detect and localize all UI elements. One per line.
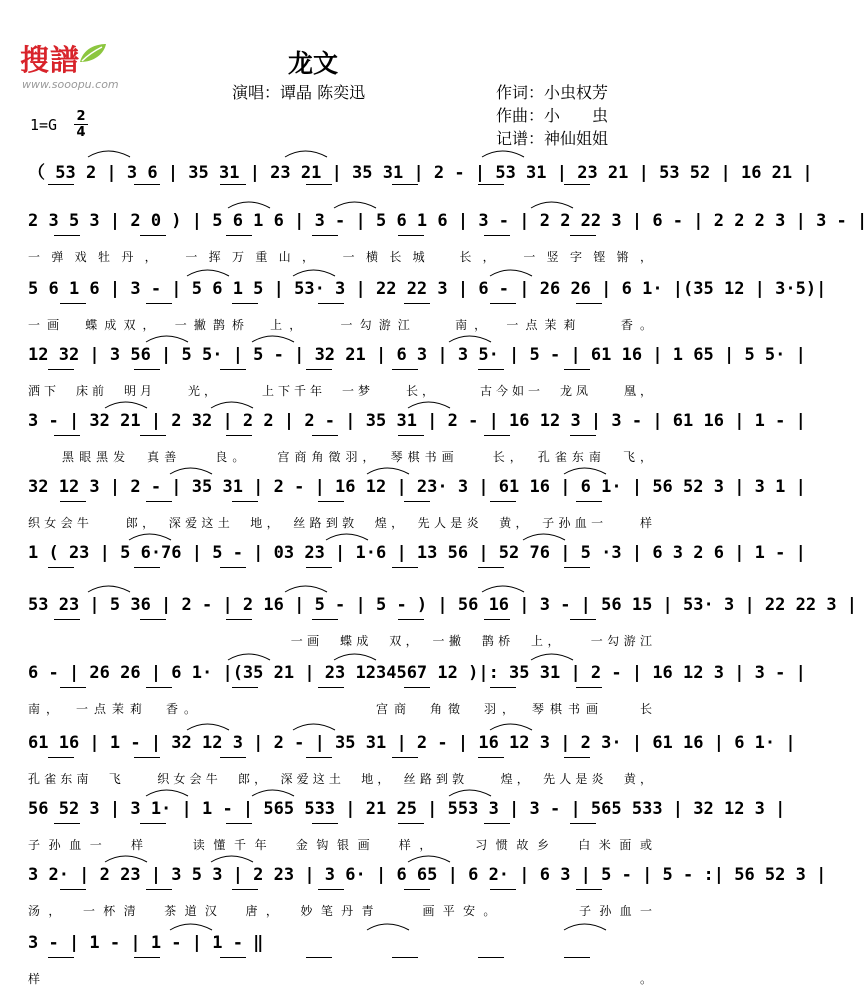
notes-line: 12 32 | 3 56 | 5 5· | 5 - | 32 21 | 6 3 | 3 5· | 5 - | 61 16 | 1 65 | 5 5· | [28,345,806,365]
rhythm-underlines [28,888,652,896]
song-title: 龙文 [288,49,339,78]
rhythm-underlines [28,822,652,830]
lyrics-line: 南， 一点茉莉 香。 宫商 角徵 羽， 琴棋书画 长 [28,702,652,716]
lyrics-line: 洒下 床前 明月 光， 上下千年 一梦 长， 古今如一 龙凤 凰， [28,384,652,398]
time-sig-top: 2 [76,109,86,124]
singers: 演唱：谭晶 陈奕迅 [232,83,366,102]
rhythm-underlines [28,956,652,964]
lyricist: 作词：小虫权芳 [496,83,609,102]
notes-line: 1 ( 23 | 5 6·76 | 5 - | 03 23 | 1·6 | 13 56 | 52 76 | 5 ·3 | 6 3 2 6 | 1 - | [28,543,806,563]
lyrics-line: 一画 蝶成 双， 一撇 鹊桥 上， 一勾游江 [28,634,652,648]
notes-line: 2 3 5 3 | 2 0 ) | 5 6 1 6 | 3 - | 5 6 1 6 | 3 - | 2 2 22 3 | 6 - | 2 2 2 3 | 3 - | [28,211,867,231]
logo-url: www.sooopu.com [22,78,119,91]
notes-line: 6 - | 26 26 | 6 1· |(35 21 | 23 1234567 12 )|: 35 31 | 2 - | 16 12 3 | 3 - | [28,663,806,683]
rhythm-underlines [28,183,652,191]
transcriber: 记谱：神仙姐姐 [496,129,609,148]
notes-line: 5 6 1 6 | 3 - | 5 6 1 5 | 53· 3 | 22 22 3 | 6 - | 26 26 | 6 1· |(35 12 | 3·5)| [28,279,827,299]
rhythm-underlines [28,686,652,694]
key-signature: 1=G [30,116,58,134]
rhythm-underlines [28,302,652,310]
notes-line: 56 52 3 | 3 1· | 1 - | 565 533 | 21 25 | 553 3 | 3 - | 565 533 | 32 12 3 | [28,799,786,819]
rhythm-underlines [28,234,652,242]
rhythm-underlines [28,756,652,764]
notes-line: 3 - | 32 21 | 2 32 | 2 2 | 2 - | 35 31 | 2 - | 16 12 3 | 3 - | 61 16 | 1 - | [28,411,806,431]
time-signature [74,110,88,139]
logo-brand-text: 搜譜 [20,43,81,77]
lyrics-line: 一画 蝶成双， 一撇鹊桥 上， 一勾游江 南， 一点茉莉 香。 [28,318,652,332]
notes-line: 61 16 | 1 - | 32 12 3 | 2 - | 35 31 | 2 - | 16 12 3 | 2 3· | 61 16 | 6 1· | [28,733,796,753]
lyrics-line: 黑眼黑发 真善 良。 宫商角徵羽， 琴棋书画 长， 孔雀东南 飞， [28,450,652,464]
rhythm-underlines [28,566,652,574]
notes-line: 3 - | 1 - | 1 - | 1 - ‖ [28,933,264,953]
lyrics-line: 孔雀东南 飞 织女会牛 郎， 深爱这土 地， 丝路到敦 煌， 先人是炎 黄， [28,772,652,786]
lyrics-line: 样。 [28,972,652,986]
lyrics-line: 一弹戏牡丹， 一挥万重山， 一横长城 长， 一竖字铿锵， [28,250,652,264]
rhythm-underlines [28,368,652,376]
lyrics-line: 子孙血一 样 读懂千年 金钩银画 样， 习惯故乡 白米面或 [28,838,652,852]
rhythm-underlines [28,434,652,442]
notes-line: 3 2· | 2 23 | 3 5 3 | 2 23 | 3 6· | 6 65 | 6 2· | 6 3 | 5 - | 5 - :| 56 52 3 | [28,865,827,885]
leaf-icon [78,42,108,64]
lyrics-line: 汤， 一杯清 茶道汉 唐， 妙笔丹青 画平安。 子孙血一 [28,904,652,918]
notes-line: （ 53 2 | 3 6 | 35 31 | 23 21 | 35 31 | 2 - | 53 31 | 23 21 | 53 52 | 16 21 | [28,162,813,183]
composer: 作曲：小 虫 [496,106,609,125]
lyrics-line: 织女会牛 郎， 深爱这土 地， 丝路到敦 煌， 先人是炎 黄， 子孙血一 样 [28,516,652,530]
time-sig-bottom: 4 [76,125,86,140]
notes-line: 32 12 3 | 2 - | 35 31 | 2 - | 16 12 | 23· 3 | 61 16 | 6 1· | 56 52 3 | 3 1 | [28,477,806,497]
rhythm-underlines [28,618,652,626]
site-logo [20,38,170,98]
rhythm-underlines [28,500,652,508]
notes-line: 53 23 | 5 36 | 2 - | 2 16 | 5 - | 5 - ) | 56 16 | 3 - | 56 15 | 53· 3 | 22 22 3 | [28,595,858,615]
